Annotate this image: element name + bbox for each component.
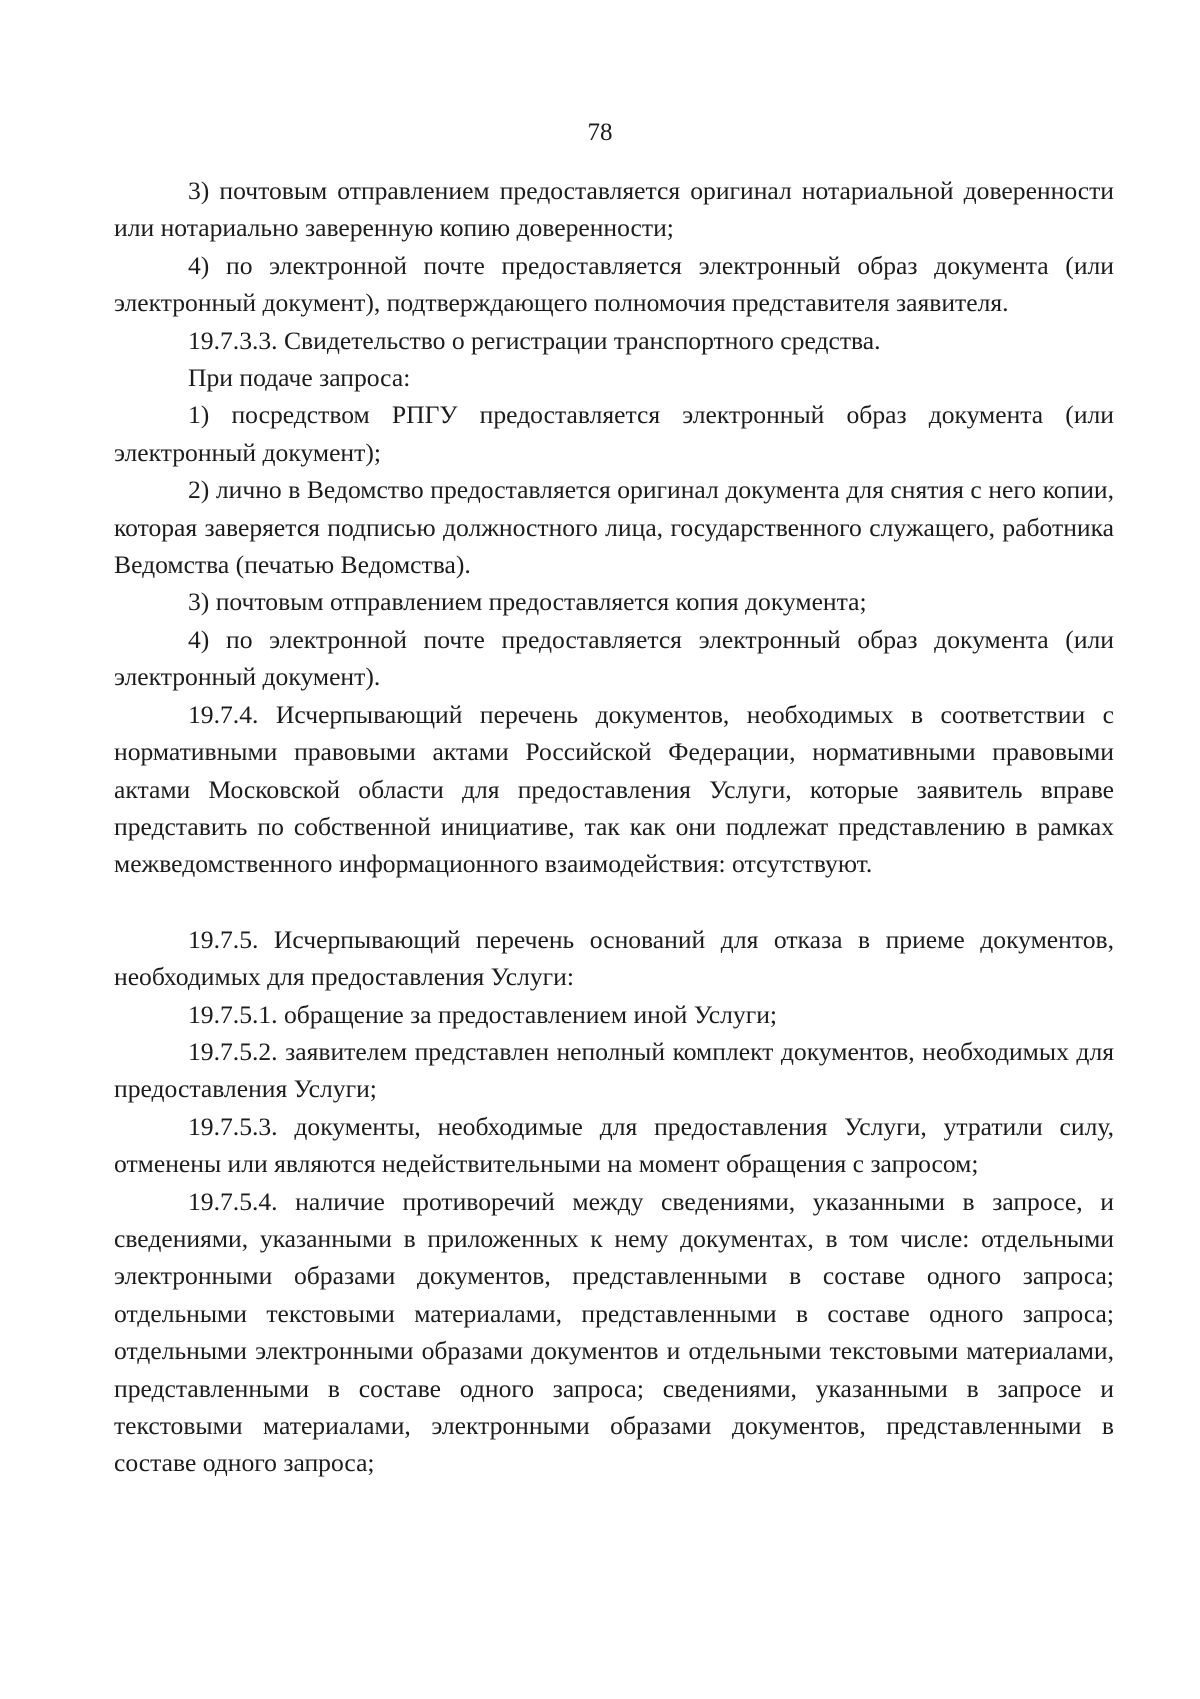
paragraph-19-7-5: 19.7.5. Исчерпывающий перечень оснований для отказа в приеме документов, необходимых для предоставления Услуги: — [114, 924, 1114, 992]
paragraph-rpgu-electronic-image: 1) посредством РПГУ предоставляется электронный образ документа (или электронный документ); — [114, 400, 1114, 467]
document-body — [114, 172, 1114, 1482]
paragraph-19-7-5-4: 19.7.5.4. наличие противоречий между сведениями, указанными в запросе, и сведениями, указанными в приложенных к нему документах, в том числе: отдельными электронными образами документов, представленными в составе одного запроса; отдельными текстовыми материалами, представленными в составе одного запроса; отдельными электронными образами документов и отдельными текстовыми материалами, представленными в составе одного запроса; сведениями, указанными в запросе и текстовыми материалами, электронными образами документов, представленными в составе одного запроса; — [114, 1186, 1114, 1478]
paragraph-19-7-5-3: 19.7.5.3. документы, необходимые для предоставления Услуги, утратили силу, отменены или являются недействительными на момент обращения с запросом; — [114, 1111, 1114, 1179]
paragraph-in-person-original: 2) лично в Ведомство предоставляется оригинал документа для снятия с него копии, которая заверяется подписью должностного лица, государственного служащего, работника Ведомства (печатью Ведомства). — [114, 475, 1114, 580]
paragraph-19-7-5-2: 19.7.5.2. заявителем представлен неполный комплект документов, необходимых для предоставления Услуги; — [114, 1036, 1114, 1104]
paragraph-postal-copy: 3) почтовым отправлением предоставляется копия документа; — [188, 587, 867, 617]
paragraph-19-7-3-3-heading: 19.7.3.3. Свидетельство о регистрации транспортного средства. — [188, 325, 881, 355]
paragraph-19-7-4: 19.7.4. Исчерпывающий перечень документов, необходимых в соответствии с нормативными правовыми актами Российской Федерации, нормативными правовыми актами Московской области для предоставления Услуги, которые заявитель вправе представить по собственной инициативе, так как они подлежат представлению в рамках межведомственного информационного взаимодействия: отсутствуют. — [114, 699, 1114, 879]
paragraph-email-representative-authority: 4) по электронной почте предоставляется электронный образ документа (или электронный документ), подтверждающего полномочия представителя заявителя. — [114, 250, 1114, 318]
paragraph-19-7-5-1: 19.7.5.1. обращение за предоставлением иной Услуги; — [188, 999, 778, 1029]
paragraph-postal-original-power-of-attorney: 3) почтовым отправлением предоставляется оригинал нотариальной доверенности или нотариально заверенную копию доверенности; — [114, 176, 1114, 243]
page-number: 78 — [587, 119, 613, 146]
paragraph-email-electronic-image: 4) по электронной почте предоставляется электронный образ документа (или электронный документ). — [114, 624, 1114, 692]
paragraph-on-submission: При подаче запроса: — [188, 363, 411, 393]
